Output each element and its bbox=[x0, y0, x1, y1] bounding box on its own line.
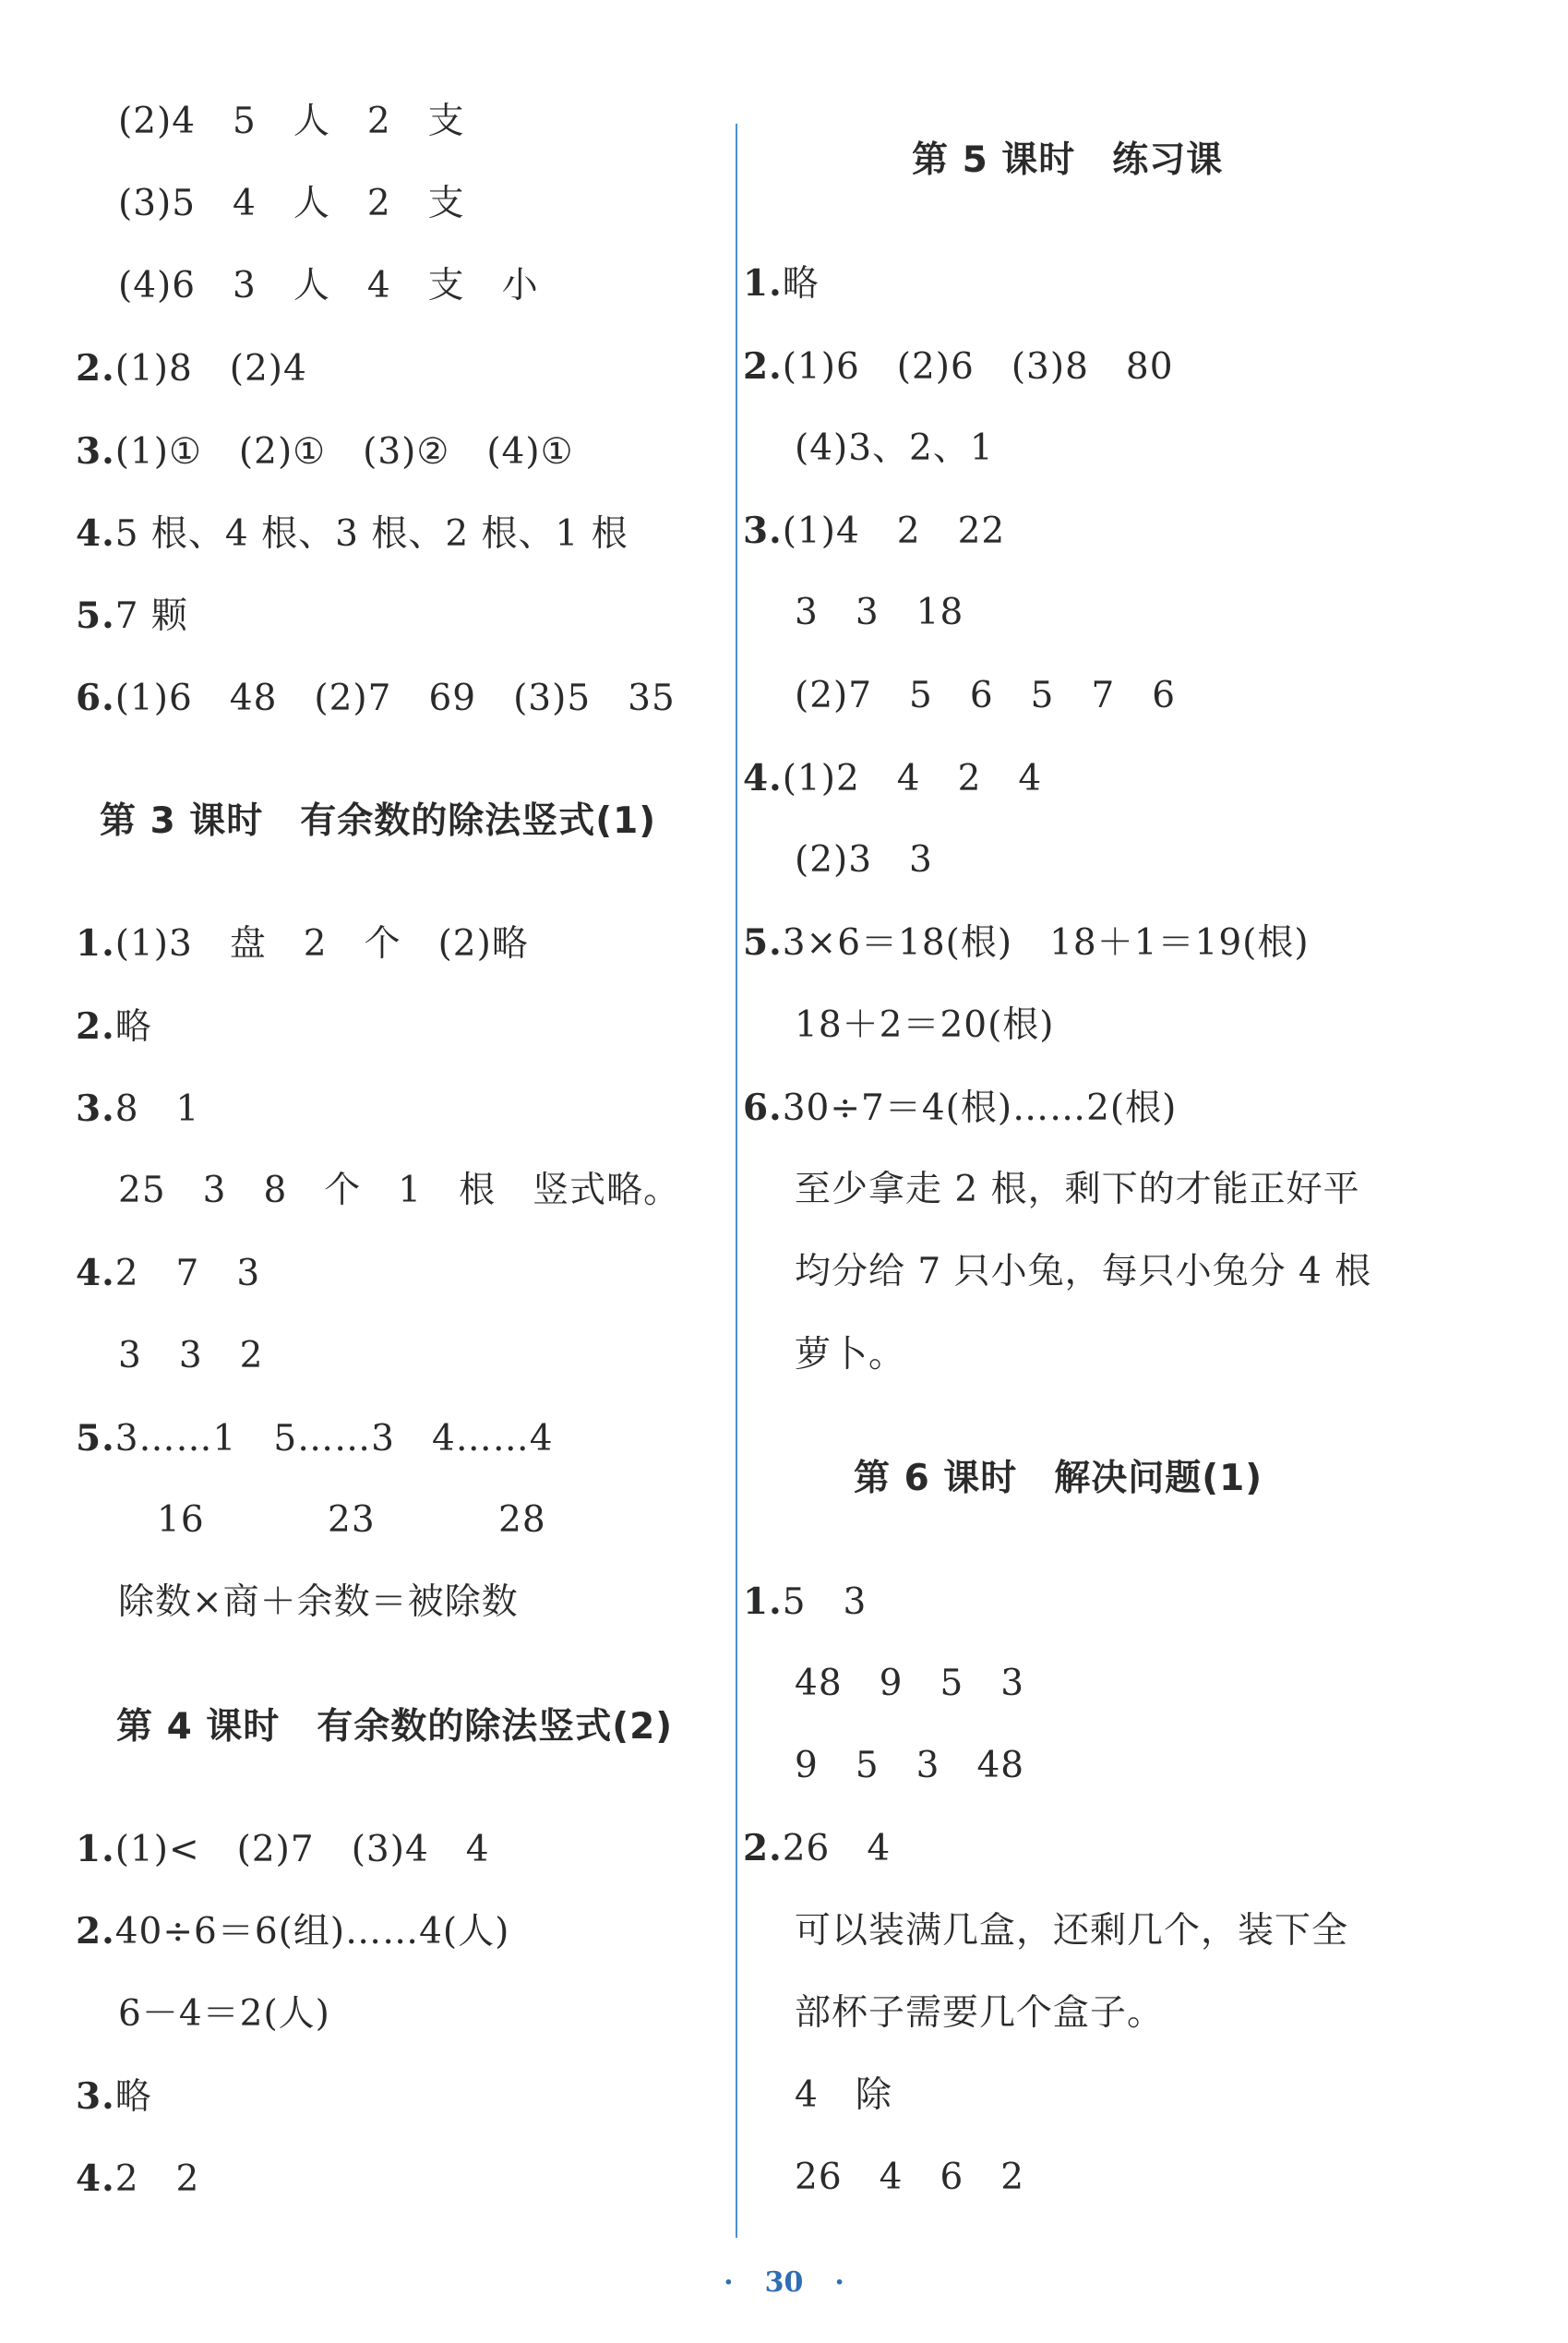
answer-text: 9 5 3 48 bbox=[795, 1745, 1025, 1786]
answer-text: (1)8 (2)4 bbox=[114, 348, 307, 390]
answer-line bbox=[76, 1825, 490, 1874]
answer-line bbox=[118, 180, 465, 228]
answer-text: (1)2 4 2 4 bbox=[782, 758, 1043, 799]
answer-line bbox=[795, 1660, 1024, 1708]
answer-text: 16 23 28 bbox=[157, 1499, 546, 1541]
answer-text: 5 根、4 根、3 根、2 根、1 根 bbox=[114, 513, 628, 555]
question-number: 4. bbox=[76, 512, 115, 555]
answer-text: 至少拿走 2 根，剩下的才能正好平 bbox=[795, 1169, 1360, 1210]
section-heading: 第 4 课时 有余数的除法竖式(2) bbox=[116, 1706, 674, 1748]
answer-text: 5 3 bbox=[782, 1581, 868, 1623]
answer-text: (1)6 (2)6 (3)8 80 bbox=[782, 346, 1174, 388]
question-number: 2. bbox=[76, 347, 115, 390]
answer-line bbox=[118, 1990, 330, 2038]
answer-text: 18＋2＝20(根) bbox=[795, 1004, 1055, 1046]
question-number: 2. bbox=[743, 345, 783, 388]
answer-line bbox=[795, 1742, 1024, 1790]
answer-text: 略 bbox=[114, 1006, 152, 1048]
question-number: 3. bbox=[76, 1087, 115, 1130]
answer-text: (3)5 4 人 2 支 bbox=[118, 183, 465, 224]
question-number: 3. bbox=[743, 510, 783, 552]
answer-line bbox=[118, 262, 539, 310]
answer-line bbox=[743, 259, 820, 308]
answer-text: 26 4 bbox=[782, 1828, 892, 1869]
answer-text: 均分给 7 只小兔，每只小兔分 4 根 bbox=[795, 1251, 1372, 1292]
answer-text: 26 4 6 2 bbox=[795, 2157, 1025, 2198]
answer-text: 可以装满几盒，还剩几个，装下全 bbox=[795, 1910, 1349, 1952]
answer-line bbox=[118, 1167, 680, 1215]
page-footer bbox=[0, 2266, 1568, 2299]
answer-line bbox=[76, 1414, 554, 1463]
footer-dot-right: · bbox=[834, 2266, 844, 2299]
answer-text: 25 3 8 个 1 根 竖式略。 bbox=[118, 1170, 681, 1211]
question-number: 1. bbox=[76, 1828, 115, 1870]
answer-text: 40÷6＝6(组)……4(人) bbox=[114, 1911, 510, 1952]
answer-text: (2)4 5 人 2 支 bbox=[118, 101, 465, 142]
answer-line bbox=[76, 344, 307, 393]
answer-line bbox=[76, 427, 574, 476]
answer-text: (1)4 2 22 bbox=[782, 511, 1006, 552]
answer-text: 3 3 18 bbox=[795, 592, 964, 633]
column-divider bbox=[736, 124, 737, 2238]
answer-text: (4)3、2、1 bbox=[795, 427, 994, 469]
answer-text: 4 除 bbox=[795, 2074, 892, 2116]
answer-line bbox=[157, 1496, 546, 1544]
section-heading: 第 6 课时 解决问题(1) bbox=[854, 1458, 1263, 1499]
answer-text: 部杯子需要几个盒子。 bbox=[795, 1992, 1165, 2034]
answer-line bbox=[795, 1248, 1371, 1296]
answer-line bbox=[76, 2155, 199, 2204]
answer-line bbox=[795, 1331, 905, 1379]
question-number: 2. bbox=[743, 1827, 783, 1869]
answer-text: 3 3 2 bbox=[118, 1335, 264, 1376]
answer-line bbox=[76, 919, 529, 968]
answer-text: 萝卜。 bbox=[795, 1334, 906, 1376]
answer-text: (2)3 3 bbox=[795, 839, 933, 881]
answer-text: 6－4＝2(人) bbox=[118, 1993, 330, 2035]
answer-line bbox=[795, 836, 933, 884]
answer-line bbox=[743, 342, 1174, 391]
question-number: 2. bbox=[76, 1910, 115, 1952]
footer-dot-left: · bbox=[724, 2266, 734, 2299]
answer-line bbox=[76, 1907, 509, 1956]
answer-text: (1)3 盘 2 个 (2)略 bbox=[114, 923, 529, 965]
answer-line bbox=[743, 507, 1005, 556]
answer-line bbox=[795, 672, 1176, 720]
question-number: 4. bbox=[743, 757, 783, 799]
answer-text: 7 颗 bbox=[114, 595, 188, 637]
answer-text: 30÷7＝4(根)……2(根) bbox=[782, 1087, 1178, 1129]
answer-line bbox=[76, 2073, 152, 2121]
answer-text: 3……1 5……3 4……4 bbox=[114, 1418, 554, 1460]
answer-line bbox=[795, 1002, 1055, 1050]
answer-text: 除数×商＋余数＝被除数 bbox=[118, 1581, 519, 1623]
answer-line bbox=[743, 754, 1042, 803]
answer-line bbox=[743, 1824, 891, 1873]
answer-line bbox=[795, 425, 994, 473]
question-number: 4. bbox=[76, 2157, 115, 2200]
answer-text: (4)6 3 人 4 支 小 bbox=[118, 265, 539, 306]
answer-line bbox=[76, 510, 628, 559]
answer-line bbox=[76, 674, 676, 723]
answer-text: 略 bbox=[114, 2076, 152, 2118]
answer-text: (1)① (2)① (3)② (4)① bbox=[114, 431, 574, 473]
answer-line bbox=[743, 1578, 867, 1627]
answer-line bbox=[743, 919, 1310, 967]
answer-text: 8 1 bbox=[114, 1088, 200, 1130]
answer-line bbox=[795, 2154, 1024, 2202]
answer-text: (1)6 48 (2)7 69 (3)5 35 bbox=[114, 678, 676, 719]
question-number: 5. bbox=[76, 595, 115, 637]
answer-line bbox=[795, 1907, 1348, 1955]
answer-line bbox=[743, 1084, 1177, 1133]
answer-text: 2 7 3 bbox=[114, 1253, 261, 1294]
question-number: 5. bbox=[743, 921, 783, 964]
answer-line bbox=[795, 1166, 1360, 1214]
question-number: 3. bbox=[76, 430, 115, 473]
answer-text: 2 2 bbox=[114, 2158, 200, 2200]
section-heading: 第 3 课时 有余数的除法竖式(1) bbox=[100, 800, 657, 842]
answer-line bbox=[795, 1989, 1164, 2037]
answer-text: (2)7 5 6 5 7 6 bbox=[795, 675, 1177, 716]
answer-line bbox=[795, 589, 964, 637]
answer-line bbox=[118, 1579, 519, 1627]
question-number: 6. bbox=[743, 1087, 783, 1129]
question-number: 1. bbox=[743, 262, 783, 305]
answer-line bbox=[118, 1332, 263, 1380]
answer-line bbox=[76, 1249, 260, 1298]
question-number: 6. bbox=[76, 677, 115, 719]
answer-line bbox=[76, 1003, 152, 1051]
answer-line bbox=[118, 98, 465, 146]
question-number: 2. bbox=[76, 1005, 115, 1048]
answer-line bbox=[76, 592, 188, 641]
page-number: 30 bbox=[764, 2266, 804, 2299]
question-number: 5. bbox=[76, 1417, 115, 1460]
answer-text: (1)< (2)7 (3)4 4 bbox=[114, 1829, 490, 1870]
answer-line bbox=[76, 1085, 199, 1134]
answer-line bbox=[795, 2072, 892, 2120]
answer-text: 48 9 5 3 bbox=[795, 1663, 1025, 1704]
question-number: 3. bbox=[76, 2075, 115, 2118]
answer-text: 略 bbox=[782, 263, 820, 305]
question-number: 1. bbox=[76, 922, 115, 965]
question-number: 1. bbox=[743, 1580, 783, 1623]
answer-text: 3×6＝18(根) 18＋1＝19(根) bbox=[782, 922, 1310, 964]
question-number: 4. bbox=[76, 1252, 115, 1294]
section-heading: 第 5 课时 练习课 bbox=[912, 139, 1224, 181]
